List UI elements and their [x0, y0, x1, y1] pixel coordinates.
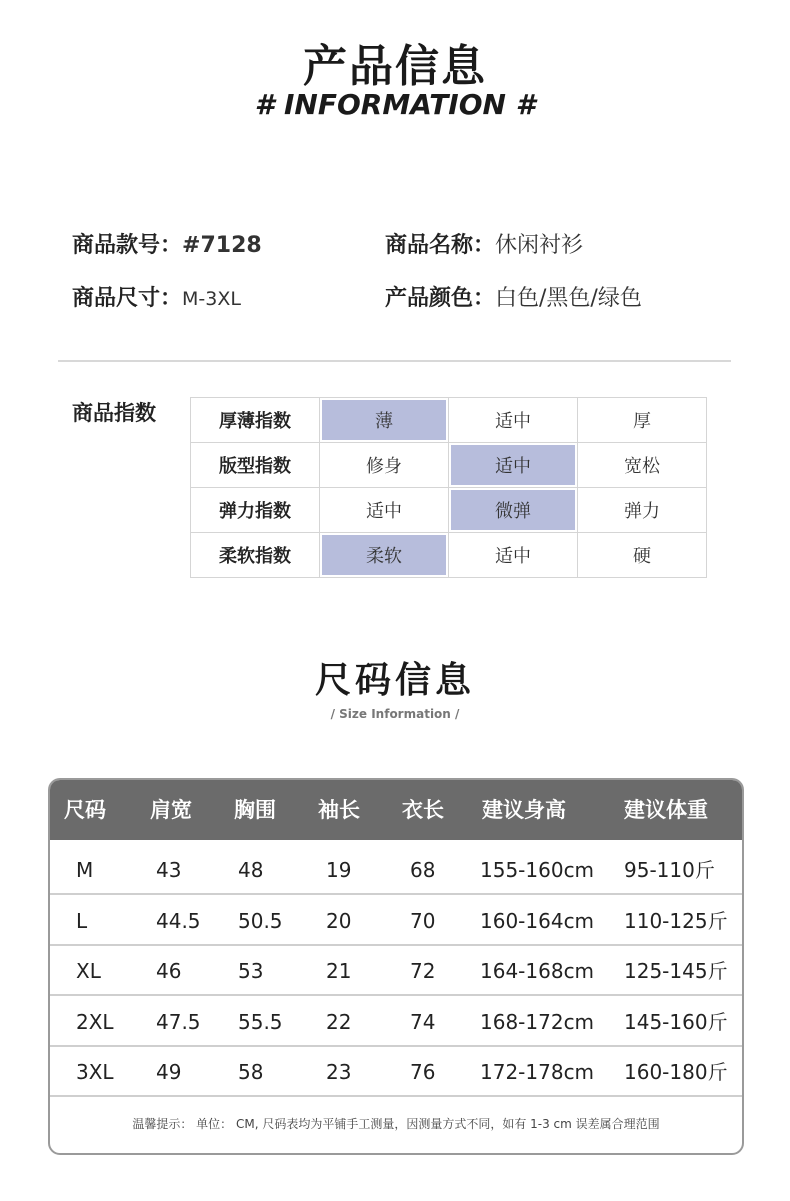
size-table-cell: 72 — [410, 959, 436, 983]
size-table-cell: 21 — [326, 959, 352, 983]
index-option-selected: 适中 — [449, 443, 578, 488]
size-col-header: 尺码 — [64, 798, 106, 822]
size-table-cell: 3XL — [76, 1060, 114, 1084]
size-table-cell: 164-168cm — [480, 959, 595, 983]
index-row — [191, 488, 707, 533]
size-table-cell: 68 — [410, 858, 436, 882]
index-option: 适中 — [449, 398, 578, 443]
size-table-cell: 168-172cm — [480, 1009, 595, 1034]
index-row — [191, 398, 707, 443]
size-col-header: 建议身高 — [482, 798, 566, 822]
size-table-cell: 55.5 — [238, 1009, 283, 1034]
info-name-value: 休闲衬衫 — [495, 233, 584, 258]
size-table-row — [50, 896, 742, 946]
size-col-header: 衣长 — [402, 798, 444, 822]
size-table-cell: 22 — [326, 1009, 352, 1034]
index-option: 弹力 — [578, 488, 707, 533]
info-style-value: #7128 — [182, 233, 262, 258]
info-color-label: 产品颜色： — [385, 286, 496, 311]
size-table — [48, 778, 744, 1155]
size-table-cell: 110-125斤 — [624, 908, 728, 933]
size-section-subtitle: / Size Information / — [330, 707, 460, 721]
size-table-cell: 172-178cm — [480, 1060, 595, 1084]
index-option-selected: 微弹 — [449, 488, 578, 533]
size-table-cell: 160-164cm — [480, 908, 595, 933]
size-table-cell: 74 — [410, 1009, 436, 1034]
info-colors — [385, 281, 642, 312]
index-option-selected: 薄 — [320, 398, 449, 443]
size-table-cell: 43 — [156, 858, 182, 882]
size-table-cell: 70 — [410, 908, 436, 933]
size-col-header: 肩宽 — [150, 798, 192, 822]
page-title: 产品信息 — [303, 41, 487, 92]
info-size-value: M-3XL — [182, 288, 241, 310]
size-table-cell: 58 — [238, 1060, 264, 1084]
size-table-cell: 46 — [156, 959, 182, 983]
info-name-label: 商品名称： — [385, 233, 496, 258]
size-table-row — [50, 997, 742, 1047]
size-table-cell: M — [76, 858, 94, 882]
size-section-title: 尺码信息 — [314, 660, 475, 701]
index-option: 厚 — [578, 398, 707, 443]
size-table-cell: 48 — [238, 858, 264, 882]
size-table-cell: L — [76, 908, 88, 933]
size-table-cell: 44.5 — [156, 908, 201, 933]
size-table-cell: 53 — [238, 959, 264, 983]
index-row — [191, 443, 707, 488]
size-table-cell: 19 — [326, 858, 352, 882]
index-option: 修身 — [320, 443, 449, 488]
index-row-name: 厚薄指数 — [191, 398, 320, 443]
size-table-cell: 76 — [410, 1060, 436, 1084]
index-table — [190, 397, 707, 578]
index-option: 适中 — [449, 533, 578, 578]
size-table-cell: 95-110斤 — [624, 858, 715, 882]
size-table-cell: 125-145斤 — [624, 959, 728, 983]
size-table-cell: 155-160cm — [480, 858, 595, 882]
size-table-cell: 50.5 — [238, 908, 283, 933]
index-option: 适中 — [320, 488, 449, 533]
index-row — [191, 533, 707, 578]
index-row-name: 版型指数 — [191, 443, 320, 488]
section-divider — [58, 360, 731, 362]
index-option-selected: 柔软 — [320, 533, 449, 578]
info-style-number — [72, 228, 262, 259]
index-option: 硬 — [578, 533, 707, 578]
page-subtitle: # INFORMATION # — [254, 88, 536, 121]
size-table-cell: 47.5 — [156, 1009, 201, 1034]
size-table-cell: 23 — [326, 1060, 352, 1084]
size-col-header: 袖长 — [318, 798, 360, 822]
size-table-header — [50, 780, 742, 840]
size-table-cell: 2XL — [76, 1009, 114, 1034]
size-table-note: 温馨提示： 单位： CM, 尺码表均为平铺手工测量，因测量方式不同，如有 1-3 cm 误差属合理范围 — [132, 1117, 660, 1131]
size-table-row — [50, 1047, 742, 1097]
size-table-cell: 49 — [156, 1060, 182, 1084]
size-table-cell: 145-160斤 — [624, 1009, 728, 1034]
size-table-cell: XL — [76, 959, 101, 983]
size-table-row — [50, 946, 742, 996]
row-divider — [50, 1095, 742, 1097]
index-section-label: 商品指数 — [72, 401, 156, 425]
size-col-header: 胸围 — [234, 798, 276, 822]
index-row-name: 弹力指数 — [191, 488, 320, 533]
size-table-cell: 20 — [326, 908, 352, 933]
info-product-name — [385, 228, 583, 259]
index-option: 宽松 — [578, 443, 707, 488]
index-row-name: 柔软指数 — [191, 533, 320, 578]
info-style-label: 商品款号： — [72, 233, 183, 258]
info-size-range — [72, 281, 241, 312]
info-size-label: 商品尺寸： — [72, 286, 183, 311]
size-col-header: 建议体重 — [624, 798, 708, 822]
size-table-row — [50, 845, 742, 895]
info-color-value: 白色/黑色/绿色 — [495, 286, 642, 311]
size-table-cell: 160-180斤 — [624, 1060, 728, 1084]
